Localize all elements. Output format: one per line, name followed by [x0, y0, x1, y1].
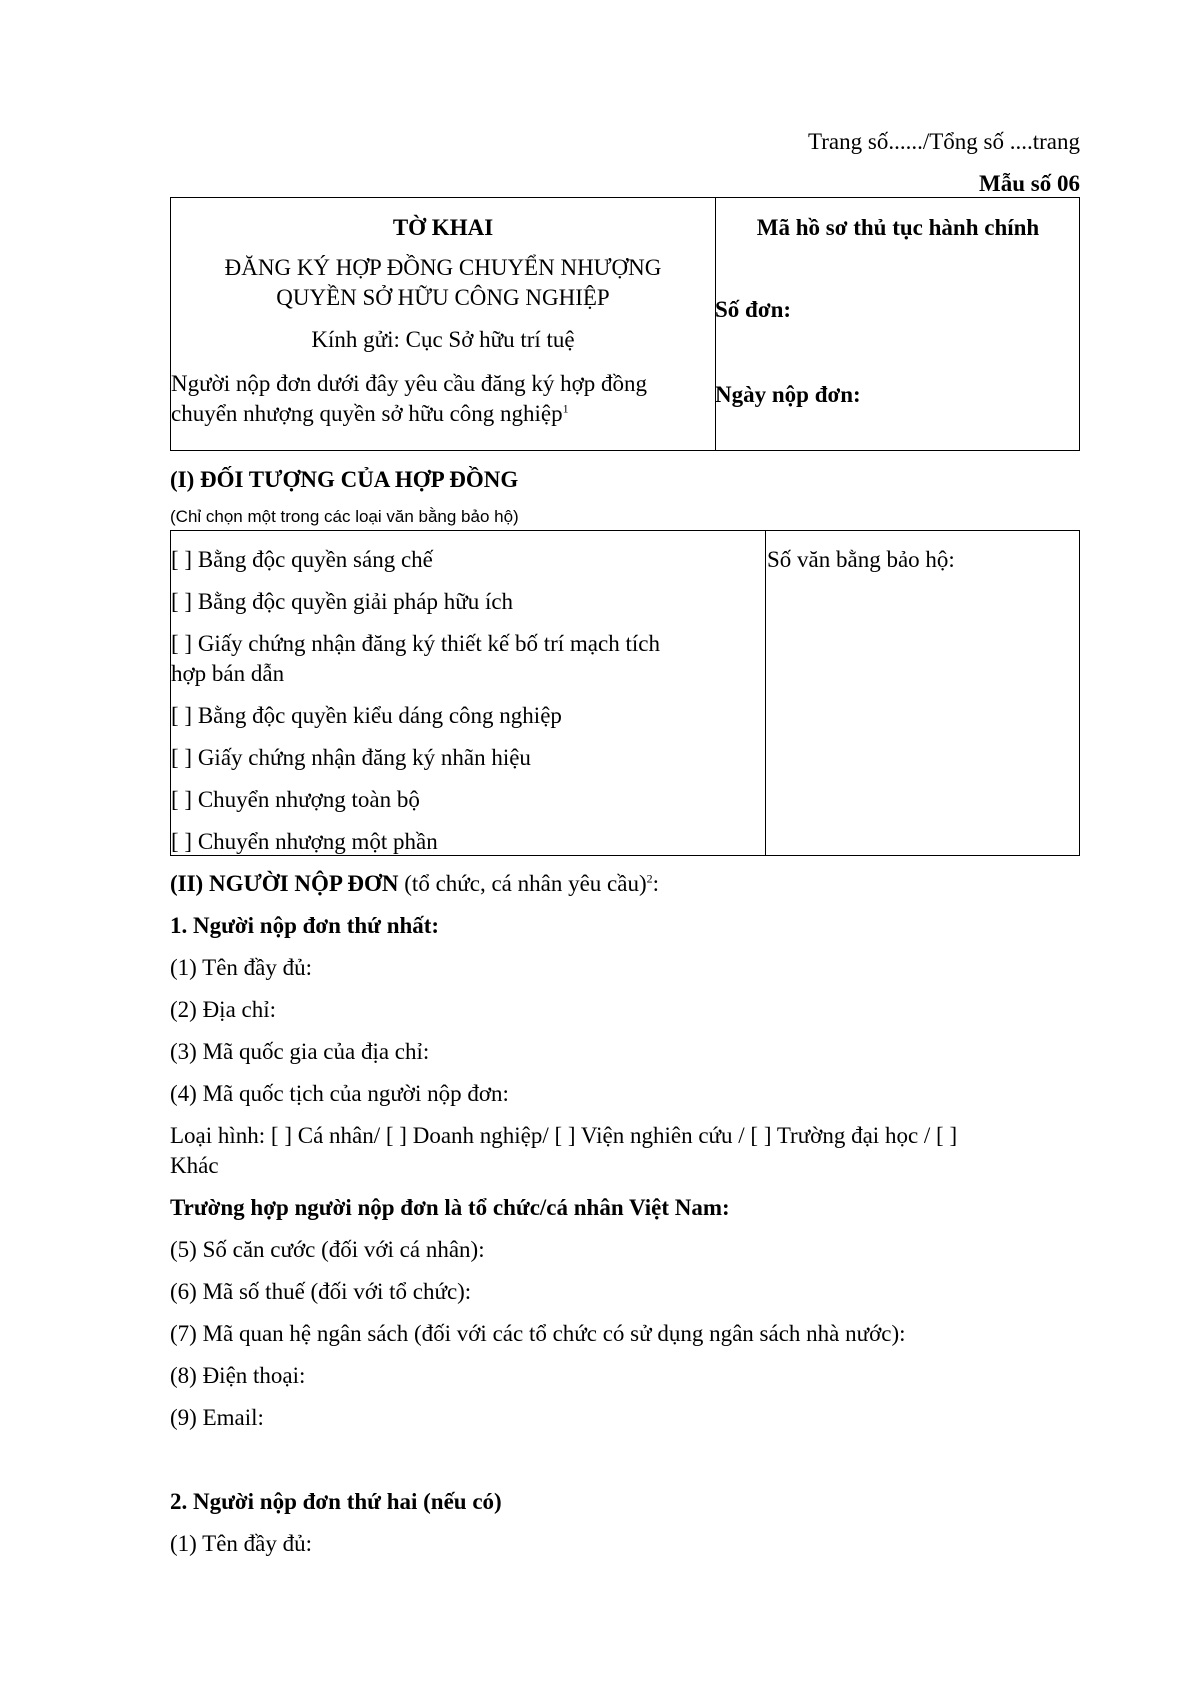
form-subtitle-line1: ĐĂNG KÝ HỢP ĐỒNG CHUYỂN NHƯỢNG	[224, 255, 662, 280]
applicant1-country-code: (3) Mã quốc gia của địa chỉ:	[170, 1039, 430, 1064]
applicant1-type-other: Khác	[170, 1153, 219, 1178]
applicant1-heading: 1. Người nộp đơn thứ nhất:	[170, 913, 440, 938]
section2-heading: (II) NGƯỜI NỘP ĐƠN (tổ chức, cá nhân yêu cầu)$^2$:	[170, 871, 659, 896]
footnote-1: 1	[562, 401, 569, 416]
applicant1-nationality-code: (4) Mã quốc tịch của người nộp đơn:	[170, 1081, 509, 1106]
option-patent[interactable]: [ ] Bằng độc quyền sáng chế	[171, 547, 433, 572]
option-layout-design-cont: hợp bán dẫn	[171, 661, 285, 686]
applicant1-full-name: (1) Tên đầy đủ:	[170, 955, 313, 980]
recipient: Kính gửi: Cục Sở hữu trí tuệ	[311, 327, 575, 352]
applicant1-id-number: (5) Số căn cước (đối với cá nhân):	[170, 1237, 485, 1262]
contract-subject-box	[170, 530, 1080, 856]
contract-subject-divider	[765, 531, 766, 855]
applicant1-email: (9) Email:	[170, 1405, 264, 1430]
form-number: Mẫu số 06	[979, 171, 1080, 196]
applicant1-address: (2) Địa chỉ:	[170, 997, 277, 1022]
applicant1-type-options[interactable]: Loại hình: [ ] Cá nhân/ [ ] Doanh nghiệp/ [ ] Viện nghiên cứu / [ ] Trường đại học / [ ]	[170, 1123, 958, 1148]
page-count: Trang số....../Tổng số ....trang	[808, 129, 1080, 154]
applicant1-phone: (8) Điện thoại:	[170, 1363, 306, 1388]
option-partial-transfer[interactable]: [ ] Chuyển nhượng một phần	[171, 829, 438, 854]
applicant1-budget-code: (7) Mã quan hệ ngân sách (đối với các tổ chức có sử dụng ngân sách nhà nước):	[170, 1321, 906, 1346]
filing-date-label: Ngày nộp đơn:	[715, 382, 861, 407]
applicant2-full-name: (1) Tên đầy đủ:	[170, 1531, 313, 1556]
option-full-transfer[interactable]: [ ] Chuyển nhượng toàn bộ	[171, 787, 420, 812]
option-layout-design[interactable]: [ ] Giấy chứng nhận đăng ký thiết kế bố trí mạch tích	[171, 631, 660, 656]
admin-code-label: Mã hồ sơ thủ tục hành chính	[756, 215, 1040, 240]
applicant2-heading: 2. Người nộp đơn thứ hai (nếu có)	[170, 1489, 502, 1514]
application-number-label: Số đơn:	[715, 297, 792, 322]
form-subtitle-line2: QUYỀN SỞ HỮU CÔNG NGHIỆP	[276, 285, 610, 310]
section1-note: (Chỉ chọn một trong các loại văn bằng bảo hộ)	[170, 507, 519, 526]
option-utility-solution[interactable]: [ ] Bằng độc quyền giải pháp hữu ích	[171, 589, 514, 614]
request-line2: chuyển nhượng quyền sở hữu công nghiệp$^1$	[171, 401, 569, 426]
vietnam-applicant-heading: Trường hợp người nộp đơn là tổ chức/cá nhân Việt Nam:	[170, 1195, 730, 1220]
option-industrial-design[interactable]: [ ] Bằng độc quyền kiểu dáng công nghiệp	[171, 703, 562, 728]
option-trademark[interactable]: [ ] Giấy chứng nhận đăng ký nhãn hiệu	[171, 745, 531, 770]
section1-heading: (I) ĐỐI TƯỢNG CỦA HỢP ĐỒNG	[170, 467, 519, 492]
request-line1: Người nộp đơn dưới đây yêu cầu đăng ký hợp đồng	[171, 371, 648, 396]
applicant1-tax-code: (6) Mã số thuế (đối với tổ chức):	[170, 1279, 472, 1304]
footnote-2: 2	[646, 871, 653, 886]
certificate-number-label: Số văn bằng bảo hộ:	[767, 547, 955, 572]
title-box	[170, 197, 1080, 451]
form-title: TỜ KHAI	[392, 215, 494, 240]
